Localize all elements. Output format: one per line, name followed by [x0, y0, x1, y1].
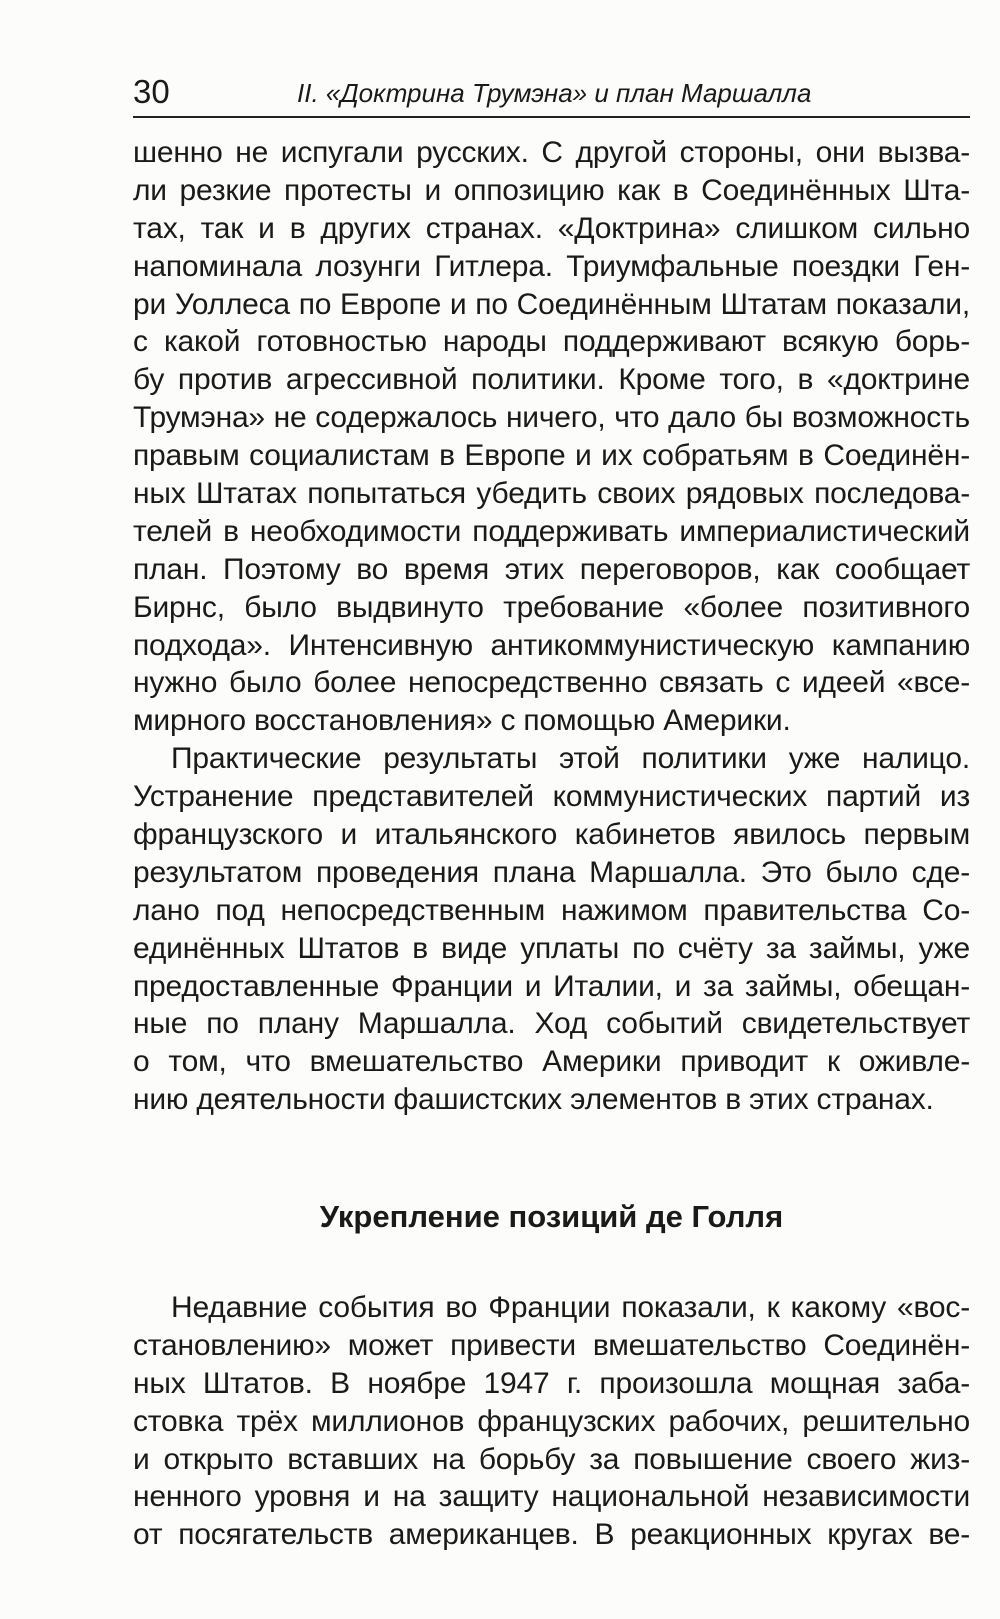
text-line: ных Штатах попытаться убедить своих рядовых последова-	[133, 477, 970, 511]
text-line: ных Штатов. В ноябре 1947 г. произошла мощная заба-	[133, 1366, 970, 1400]
text-line: стовка трёх миллионов французских рабочих, решительно	[133, 1404, 970, 1438]
page-number: 30	[133, 73, 170, 110]
text-line: бу против агрессивной политики. Кроме того, в «доктрине	[133, 363, 970, 397]
text-line: становлению» может привести вмешательство Соединён-	[133, 1328, 970, 1362]
text-line: мирного восстановления» с помощью Америки.	[133, 704, 791, 738]
text-line: ненного уровня и на защиту национальной независимости	[133, 1480, 970, 1514]
running-title: II. «Доктрина Трумэна» и план Маршалла	[297, 78, 812, 108]
text-line: ли резкие протесты и оппозицию как в Соединённых Шта-	[133, 173, 970, 207]
text-line: тах, так и в других странах. «Доктрина» слишком сильно	[133, 211, 970, 245]
text-line: напоминала лозунги Гитлера. Триумфальные поездки Ген-	[133, 249, 970, 283]
text-line: план. Поэтому во время этих переговоров, как сообщает	[133, 552, 970, 586]
text-line: французского и итальянского кабинетов явилось первым	[133, 818, 970, 852]
section-body-text	[133, 1289, 970, 1554]
running-head	[133, 72, 970, 118]
text-line: и открыто вставших на борьбу за повышение своего жиз-	[133, 1442, 970, 1476]
body-text	[133, 134, 970, 1119]
text-line: подхода». Интенсивную антикоммунистическую кампанию	[133, 628, 970, 662]
text-line: ри Уоллеса по Европе и по Соединённым Штатам показали,	[133, 287, 970, 321]
text-line: Недавние события во Франции показали, к какому «вос-	[171, 1291, 970, 1324]
text-line: телей в необходимости поддерживать империалистический	[133, 514, 970, 548]
text-line: Трумэна» не содержалось ничего, что дало бы возможность	[133, 401, 970, 435]
text-line: с какой готовностью народы поддерживают всякую борь-	[133, 325, 970, 359]
text-line: Устранение представителей коммунистических партий из	[133, 780, 970, 814]
text-line: единённых Штатов в виде уплаты по счёту за займы, уже	[133, 931, 970, 965]
text-line: Бирнс, было выдвинуто требование «более позитивного	[133, 590, 970, 624]
text-line: Практические результаты этой политики уже налицо.	[171, 742, 970, 776]
text-line: о том, что вмешательство Америки приводит к оживле-	[133, 1045, 970, 1079]
text-line: шенно не испугали русских. С другой стороны, они вызва-	[133, 136, 970, 169]
text-line: от посягательств американцев. В реакционных кругах ве-	[133, 1518, 970, 1552]
text-line: ные по плану Маршалла. Ход событий свидетельствует	[133, 1007, 970, 1041]
text-line: нужно было более непосредственно связать с идеей «все-	[133, 666, 970, 700]
text-line: результатом проведения плана Маршалла. Это было сде-	[133, 855, 970, 889]
text-line: нию деятельности фашистских элементов в этих странах.	[133, 1083, 934, 1117]
text-line: предоставленные Франции и Италии, и за займы, обещан-	[133, 969, 970, 1003]
paragraph-2	[133, 740, 970, 1119]
text-line: лано под непосредственным нажимом правительства Со-	[133, 893, 970, 927]
text-line: правым социалистам в Европе и их собратьям в Соединён-	[133, 439, 970, 473]
paragraph-1	[133, 134, 970, 740]
section-heading: Укрепление позиций де Голля	[319, 1199, 784, 1234]
